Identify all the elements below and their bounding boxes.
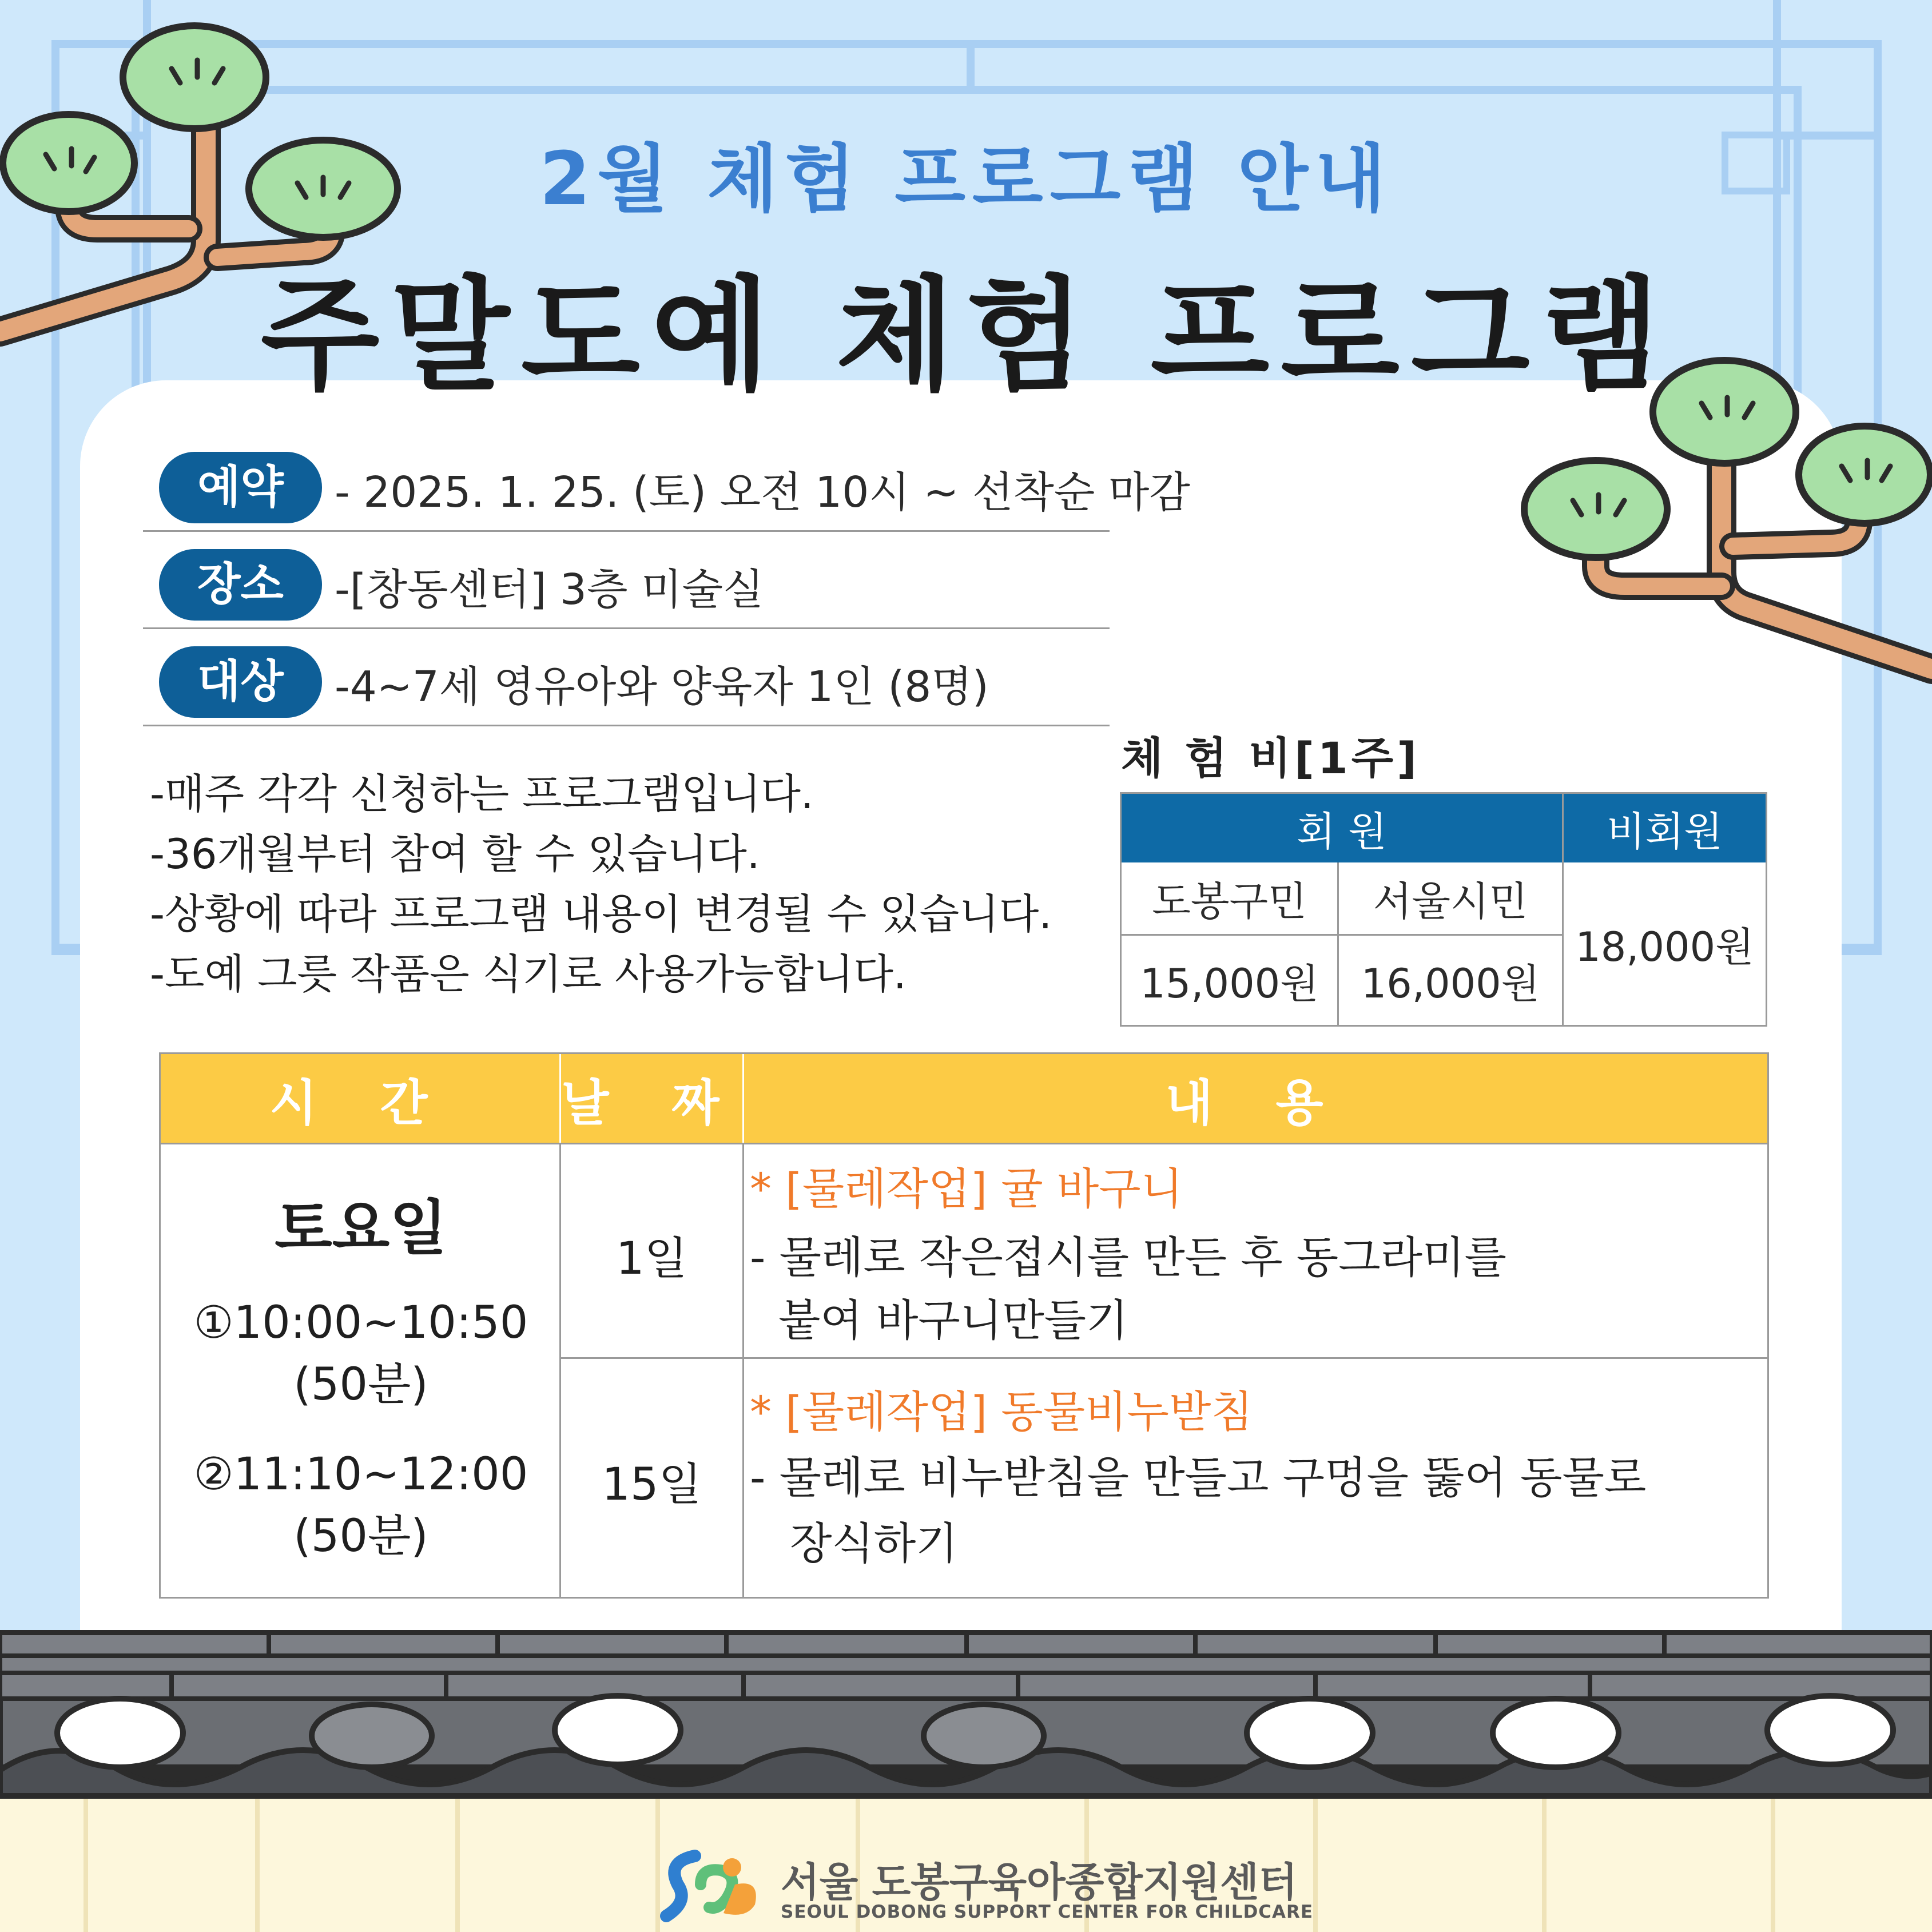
- session1-duration: (50분): [293, 1359, 428, 1410]
- footer-org-name: 서울 도봉구육아종합지원센터: [781, 1859, 1298, 1906]
- center-logo-icon: [655, 1844, 769, 1925]
- reservation-badge: 예약: [159, 452, 322, 523]
- fee-price-dobong: 15,000원: [1140, 960, 1319, 1007]
- location-badge: 장소: [159, 549, 322, 621]
- schedule-date-2: 15일: [602, 1459, 702, 1510]
- note-line: -매주 각각 신청하는 프로그램입니다.: [150, 770, 814, 818]
- lattice-line: [967, 40, 975, 92]
- fee-table: [1120, 792, 1767, 1027]
- info-row-target: [143, 629, 1110, 726]
- schedule-table: [159, 1052, 1769, 1599]
- fee-price-nonmember: 18,000원: [1575, 923, 1754, 971]
- schedule-divider: [742, 1143, 744, 1597]
- note-line: -도예 그릇 작품은 식기로 사용가능합니다.: [150, 950, 907, 998]
- schedule-header-time: 시 간: [161, 1054, 559, 1143]
- schedule-header-content: 내 용: [744, 1054, 1767, 1143]
- target-badge: 대상: [159, 646, 322, 718]
- schedule-divider: [161, 1143, 1767, 1144]
- content-highlight-1: * [물레작업] 귤 바구니: [750, 1163, 1183, 1214]
- session1-time: ①10:00~10:50: [193, 1297, 528, 1349]
- reservation-text: - 2025. 1. 25. (토) 오전 10시 ~ 선착순 마감: [335, 468, 1190, 517]
- note-line: -상황에 따라 프로그램 내용이 변경될 수 있습니다.: [150, 890, 1052, 938]
- content-line-1b: 붙여 바구니만들기: [778, 1295, 1128, 1346]
- fee-header-nonmember: 비회원: [1564, 794, 1766, 862]
- page-title: 주말도예 체험 프로그램: [260, 264, 1672, 407]
- fee-header-member: 회 원: [1122, 794, 1562, 862]
- content-line-1a: - 물레로 작은접시를 만든 후 동그라미를: [750, 1232, 1506, 1283]
- info-row-location: [143, 532, 1110, 629]
- fee-title: 체 험 비[1주]: [1121, 733, 1420, 784]
- schedule-header-date: 날 짜: [561, 1054, 742, 1143]
- schedule-day: 토요일: [275, 1193, 447, 1263]
- divider: [143, 725, 1110, 726]
- fee-price-seoul: 16,000원: [1361, 960, 1540, 1007]
- schedule-divider: [559, 1357, 1767, 1359]
- session2-duration: (50분): [293, 1510, 428, 1562]
- fee-label-seoul: 서울시민: [1373, 878, 1528, 925]
- session2-time: ②11:10~12:00: [193, 1449, 528, 1500]
- location-text: -[창동센터] 3층 미술실: [335, 565, 764, 614]
- fee-divider: [1122, 934, 1562, 936]
- content-line-2b: 장식하기: [790, 1518, 958, 1569]
- info-row-reservation: [143, 435, 1190, 532]
- page-subtitle: 2월 체험 프로그램 안내: [539, 137, 1393, 222]
- fee-divider: [1562, 794, 1564, 1025]
- content-highlight-2: * [물레작업] 동물비누받침: [750, 1386, 1253, 1437]
- footer-org-name-en: SEOUL DOBONG SUPPORT CENTER FOR CHILDCARE: [781, 1902, 1314, 1922]
- schedule-date-1: 1일: [616, 1233, 687, 1285]
- target-text: -4~7세 영유아와 양육자 1인 (8명): [335, 662, 989, 711]
- fee-label-dobong: 도봉구민: [1152, 878, 1307, 925]
- content-line-2a: - 물레로 비누받침을 만들고 구멍을 뚫어 동물로: [750, 1452, 1647, 1503]
- note-line: -36개월부터 참여 할 수 있습니다.: [150, 830, 760, 878]
- fee-divider: [1337, 862, 1339, 1025]
